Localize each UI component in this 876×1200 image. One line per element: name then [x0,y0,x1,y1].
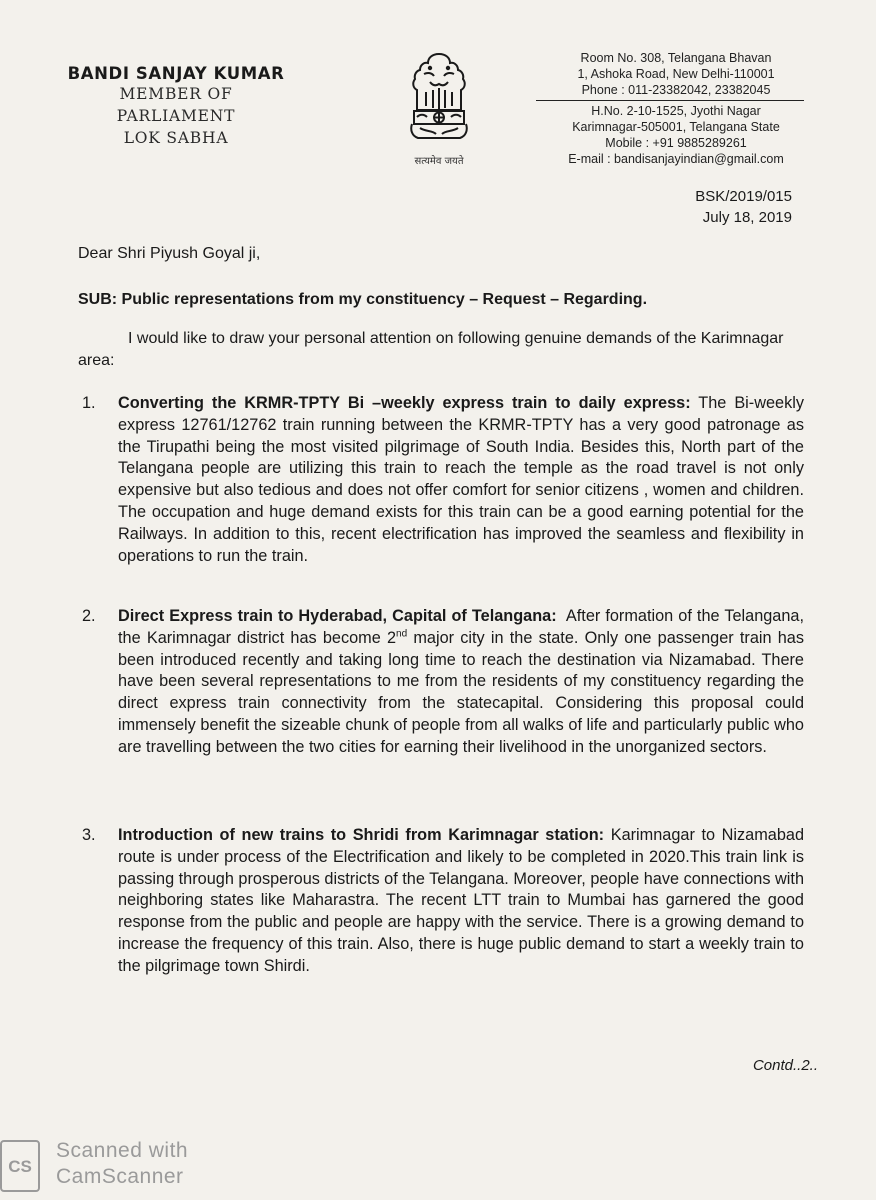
local-address-line1: H.No. 2-10-1525, Jyothi Nagar [591,104,761,118]
national-emblem [384,48,494,170]
intro-text: I would like to draw your personal attention on following genuine demands of the Karimnagar area: [78,330,784,369]
emblem-motto: सत्यमेव जयते [414,156,464,167]
mp-identity [62,64,290,149]
item-text: Karimnagar to Nizamabad route is under process of the Electrification and likely to be completed in 2020.This train link is passing through prosperous districts of the Telangana. Moreover, people have connections with neighboring states like Maharastra. The recent LTT train to Mumbai has garnered the good response from the public and people are happy with the service. There is a growing demand to increase the frequency of this train. Also, there is huge public demand to start a weekly train to the pilgrimage town Shirdi. [118,826,804,975]
list-item [82,606,804,759]
intro-paragraph [78,328,800,371]
camscanner-logo-icon [0,1140,40,1192]
reference-block [695,186,792,228]
mp-house: LOK SABHA [123,129,229,147]
lion-capital-icon [402,48,476,152]
address-divider [536,100,804,101]
list-item [82,393,804,567]
item-text: The Bi-weekly express 12761/12762 train running between the KRMR-TPTY has a very good patronage as the Tirupathi being the most visited pilgrimage of South India. Besides this, North part of the Telangana people are utilizing this train to reach the temple as the road travel is not only expensive but also tedious and does not offer comfort for senior citizens , women and children. The occupation and huge demand exists for this train can be a good earning potential for the Railways. In addition to this, recent electrification has improved the seamless and flexibility in operations to run the train. [118,394,804,565]
watermark-line2: CamScanner [56,1165,184,1188]
delhi-phone: Phone : 011-23382042, 23382045 [581,83,771,97]
reference-number: BSK/2019/015 [695,188,792,205]
logo-text: CS [8,1157,32,1176]
item-heading: Converting the KRMR-TPTY Bi –weekly express train to daily express: [118,394,691,412]
letter-date: July 18, 2019 [702,209,792,226]
item-heading: Direct Express train to Hyderabad, Capital of Telangana: [118,607,557,625]
address-block [536,50,816,167]
item-text-continued: major city in the state. Only one passenger train has been introduced recently and taking long time to reach the destination via Nizamabad. There have been several representations to me from the residents of my constituency regarding the direct express train connectivity from the statecapital. Considering this proposal could immensely benefit the sizeable chunk of people from all walks of life and particularly public who are travelling between the two cities for earning their livelihood in the unorganized sectors. [118,628,804,756]
item-number: 1. [82,394,96,412]
watermark-line1: Scanned with [56,1139,189,1162]
ordinal-suffix: nd [396,628,408,640]
item-number: 3. [82,826,96,844]
item-text: After formation of the Telangana, the Karimnagar district has become 2 [118,607,804,647]
mp-name: BANDI SANJAY KUMAR [67,64,285,83]
list-item [82,825,804,978]
subject-line: SUB: Public representations from my constituency – Request – Regarding. [78,291,648,308]
item-number: 2. [82,607,96,625]
local-email: E-mail : bandisanjayindian@gmail.com [568,152,784,166]
delhi-address-line1: Room No. 308, Telangana Bhavan [580,51,772,65]
delhi-address-line2: 1, Ashoka Road, New Delhi-110001 [577,67,775,81]
continued-marker: Contd..2.. [752,1057,818,1074]
salutation: Dear Shri Piyush Goyal ji, [78,245,261,262]
camscanner-watermark [0,1128,240,1200]
item-heading: Introduction of new trains to Shridi from Karimnagar station: [118,826,605,844]
mp-title: MEMBER OF PARLIAMENT [116,85,236,125]
local-mobile: Mobile : +91 9885289261 [605,136,747,150]
local-address-line2: Karimnagar-505001, Telangana State [572,120,780,134]
